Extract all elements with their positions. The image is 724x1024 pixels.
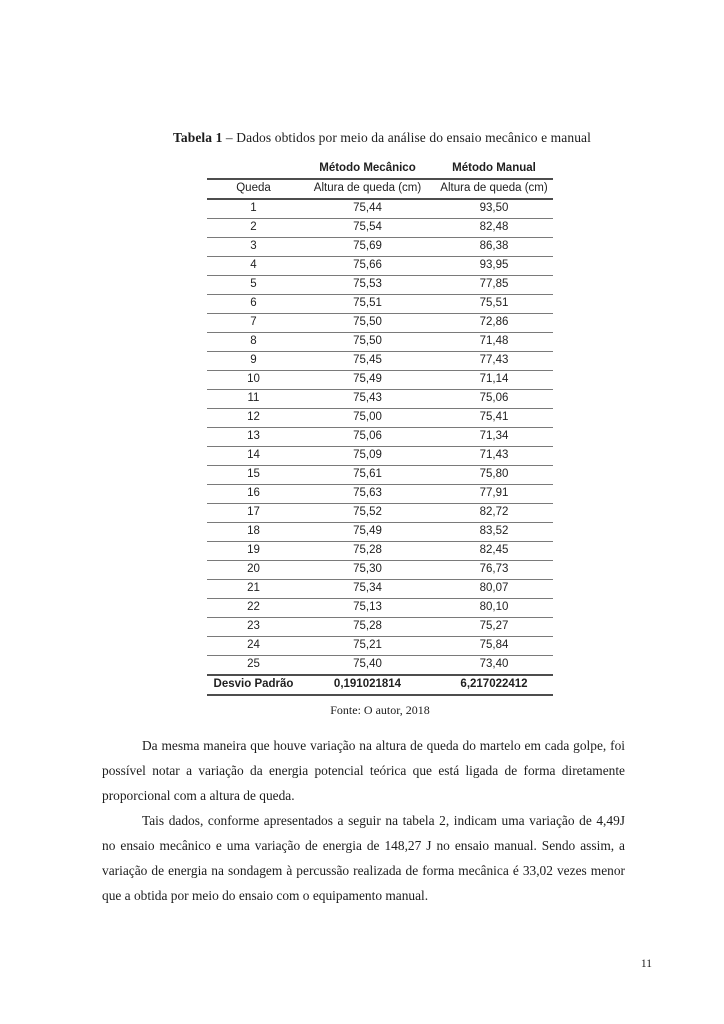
table-row (207, 580, 553, 599)
manual-value-cell: 77,91 (435, 485, 553, 504)
manual-value-cell: 77,85 (435, 276, 553, 295)
manual-value-cell: 76,73 (435, 561, 553, 580)
mechanical-value-cell: 75,54 (300, 219, 435, 238)
table-row (207, 504, 553, 523)
mechanical-value-cell: 75,34 (300, 580, 435, 599)
table-row (207, 428, 553, 447)
table-row (207, 618, 553, 637)
queda-cell: 25 (207, 656, 300, 676)
queda-cell: 14 (207, 447, 300, 466)
table-row (207, 238, 553, 257)
queda-cell: 19 (207, 542, 300, 561)
mechanical-value-cell: 75,49 (300, 523, 435, 542)
queda-cell: 18 (207, 523, 300, 542)
paragraph-1: Da mesma maneira que houve variação na altura de queda do martelo em cada golpe, foi possível notar a variação da energia potencial teórica que está ligada de forma diretamente proporcional com a altura de queda. (102, 738, 625, 803)
table-caption-text: – Dados obtidos por meio da análise do ensaio mecânico e manual (222, 130, 591, 145)
manual-value-cell: 82,45 (435, 542, 553, 561)
group-header-empty-cell (207, 160, 300, 179)
table-row (207, 333, 553, 352)
table-row (207, 561, 553, 580)
table-caption-number: Tabela 1 (173, 130, 223, 145)
queda-cell: 12 (207, 409, 300, 428)
mechanical-value-cell: 75,09 (300, 447, 435, 466)
manual-value-cell: 71,43 (435, 447, 553, 466)
mechanical-value-cell: 75,53 (300, 276, 435, 295)
mechanical-value-cell: 75,63 (300, 485, 435, 504)
table-row (207, 523, 553, 542)
body-text (102, 733, 625, 908)
column-header-altura-mecanico: Altura de queda (cm) (300, 179, 435, 199)
footer-manual-value-cell: 6,217022412 (435, 675, 553, 695)
table-row (207, 447, 553, 466)
manual-value-cell: 93,95 (435, 257, 553, 276)
queda-cell: 1 (207, 199, 300, 219)
manual-value-cell: 75,06 (435, 390, 553, 409)
manual-value-cell: 75,27 (435, 618, 553, 637)
queda-cell: 10 (207, 371, 300, 390)
mechanical-value-cell: 75,66 (300, 257, 435, 276)
table-row (207, 656, 553, 676)
manual-value-cell: 82,72 (435, 504, 553, 523)
table-row (207, 409, 553, 428)
footer-label-cell: Desvio Padrão (207, 675, 300, 695)
table-row (207, 314, 553, 333)
table-row (207, 542, 553, 561)
queda-cell: 6 (207, 295, 300, 314)
table-row (207, 390, 553, 409)
queda-cell: 9 (207, 352, 300, 371)
table-row (207, 199, 553, 219)
table-row (207, 352, 553, 371)
queda-cell: 13 (207, 428, 300, 447)
table-row (207, 466, 553, 485)
table-body (207, 199, 553, 675)
table-caption (20, 129, 724, 147)
manual-value-cell: 71,34 (435, 428, 553, 447)
queda-cell: 4 (207, 257, 300, 276)
queda-cell: 3 (207, 238, 300, 257)
manual-value-cell: 93,50 (435, 199, 553, 219)
manual-value-cell: 75,80 (435, 466, 553, 485)
mechanical-value-cell: 75,43 (300, 390, 435, 409)
mechanical-value-cell: 75,50 (300, 333, 435, 352)
mechanical-value-cell: 75,45 (300, 352, 435, 371)
mechanical-value-cell: 75,52 (300, 504, 435, 523)
mechanical-value-cell: 75,00 (300, 409, 435, 428)
footer-mechanical-value-cell: 0,191021814 (300, 675, 435, 695)
mechanical-value-cell: 75,51 (300, 295, 435, 314)
queda-cell: 16 (207, 485, 300, 504)
mechanical-value-cell: 75,06 (300, 428, 435, 447)
manual-value-cell: 71,48 (435, 333, 553, 352)
queda-cell: 2 (207, 219, 300, 238)
queda-cell: 24 (207, 637, 300, 656)
manual-value-cell: 82,48 (435, 219, 553, 238)
mechanical-value-cell: 75,13 (300, 599, 435, 618)
queda-cell: 7 (207, 314, 300, 333)
queda-cell: 22 (207, 599, 300, 618)
source-note: Fonte: O autor, 2018 (330, 703, 430, 717)
manual-value-cell: 86,38 (435, 238, 553, 257)
queda-cell: 11 (207, 390, 300, 409)
mechanical-value-cell: 75,40 (300, 656, 435, 676)
column-header-row (207, 179, 553, 199)
paragraph-2: Tais dados, conforme apresentados a seguir na tabela 2, indicam uma variação de 4,49J no ensaio mecânico e uma variação de energia de 148,27 J no ensaio manual. Sendo assim, a variação de energia na sondagem à percussão realizada de forma mecânica é 33,02 vezes menor que a obtida por meio do ensaio com o equipamento manual. (102, 813, 625, 903)
mechanical-value-cell: 75,21 (300, 637, 435, 656)
mechanical-value-cell: 75,69 (300, 238, 435, 257)
manual-value-cell: 73,40 (435, 656, 553, 676)
queda-cell: 21 (207, 580, 300, 599)
data-table (207, 160, 553, 696)
table-row (207, 599, 553, 618)
mechanical-value-cell: 75,44 (300, 199, 435, 219)
table-row (207, 219, 553, 238)
manual-value-cell: 71,14 (435, 371, 553, 390)
table-row (207, 295, 553, 314)
manual-value-cell: 75,51 (435, 295, 553, 314)
queda-cell: 15 (207, 466, 300, 485)
manual-value-cell: 83,52 (435, 523, 553, 542)
mechanical-value-cell: 75,61 (300, 466, 435, 485)
mechanical-value-cell: 75,28 (300, 542, 435, 561)
group-header-mechanical: Método Mecânico (300, 160, 435, 179)
column-header-altura-manual: Altura de queda (cm) (435, 179, 553, 199)
mechanical-value-cell: 75,50 (300, 314, 435, 333)
footer-row (207, 675, 553, 695)
queda-cell: 8 (207, 333, 300, 352)
table-row (207, 371, 553, 390)
mechanical-value-cell: 75,30 (300, 561, 435, 580)
queda-cell: 5 (207, 276, 300, 295)
mechanical-value-cell: 75,28 (300, 618, 435, 637)
queda-cell: 17 (207, 504, 300, 523)
manual-value-cell: 80,07 (435, 580, 553, 599)
table-row (207, 637, 553, 656)
queda-cell: 20 (207, 561, 300, 580)
manual-value-cell: 75,41 (435, 409, 553, 428)
table-row (207, 276, 553, 295)
page-number: 11 (640, 958, 652, 970)
manual-value-cell: 72,86 (435, 314, 553, 333)
queda-cell: 23 (207, 618, 300, 637)
manual-value-cell: 77,43 (435, 352, 553, 371)
manual-value-cell: 80,10 (435, 599, 553, 618)
column-header-queda: Queda (207, 179, 300, 199)
table-row (207, 485, 553, 504)
group-header-row (207, 160, 553, 179)
table-row (207, 257, 553, 276)
mechanical-value-cell: 75,49 (300, 371, 435, 390)
group-header-manual: Método Manual (435, 160, 553, 179)
manual-value-cell: 75,84 (435, 637, 553, 656)
